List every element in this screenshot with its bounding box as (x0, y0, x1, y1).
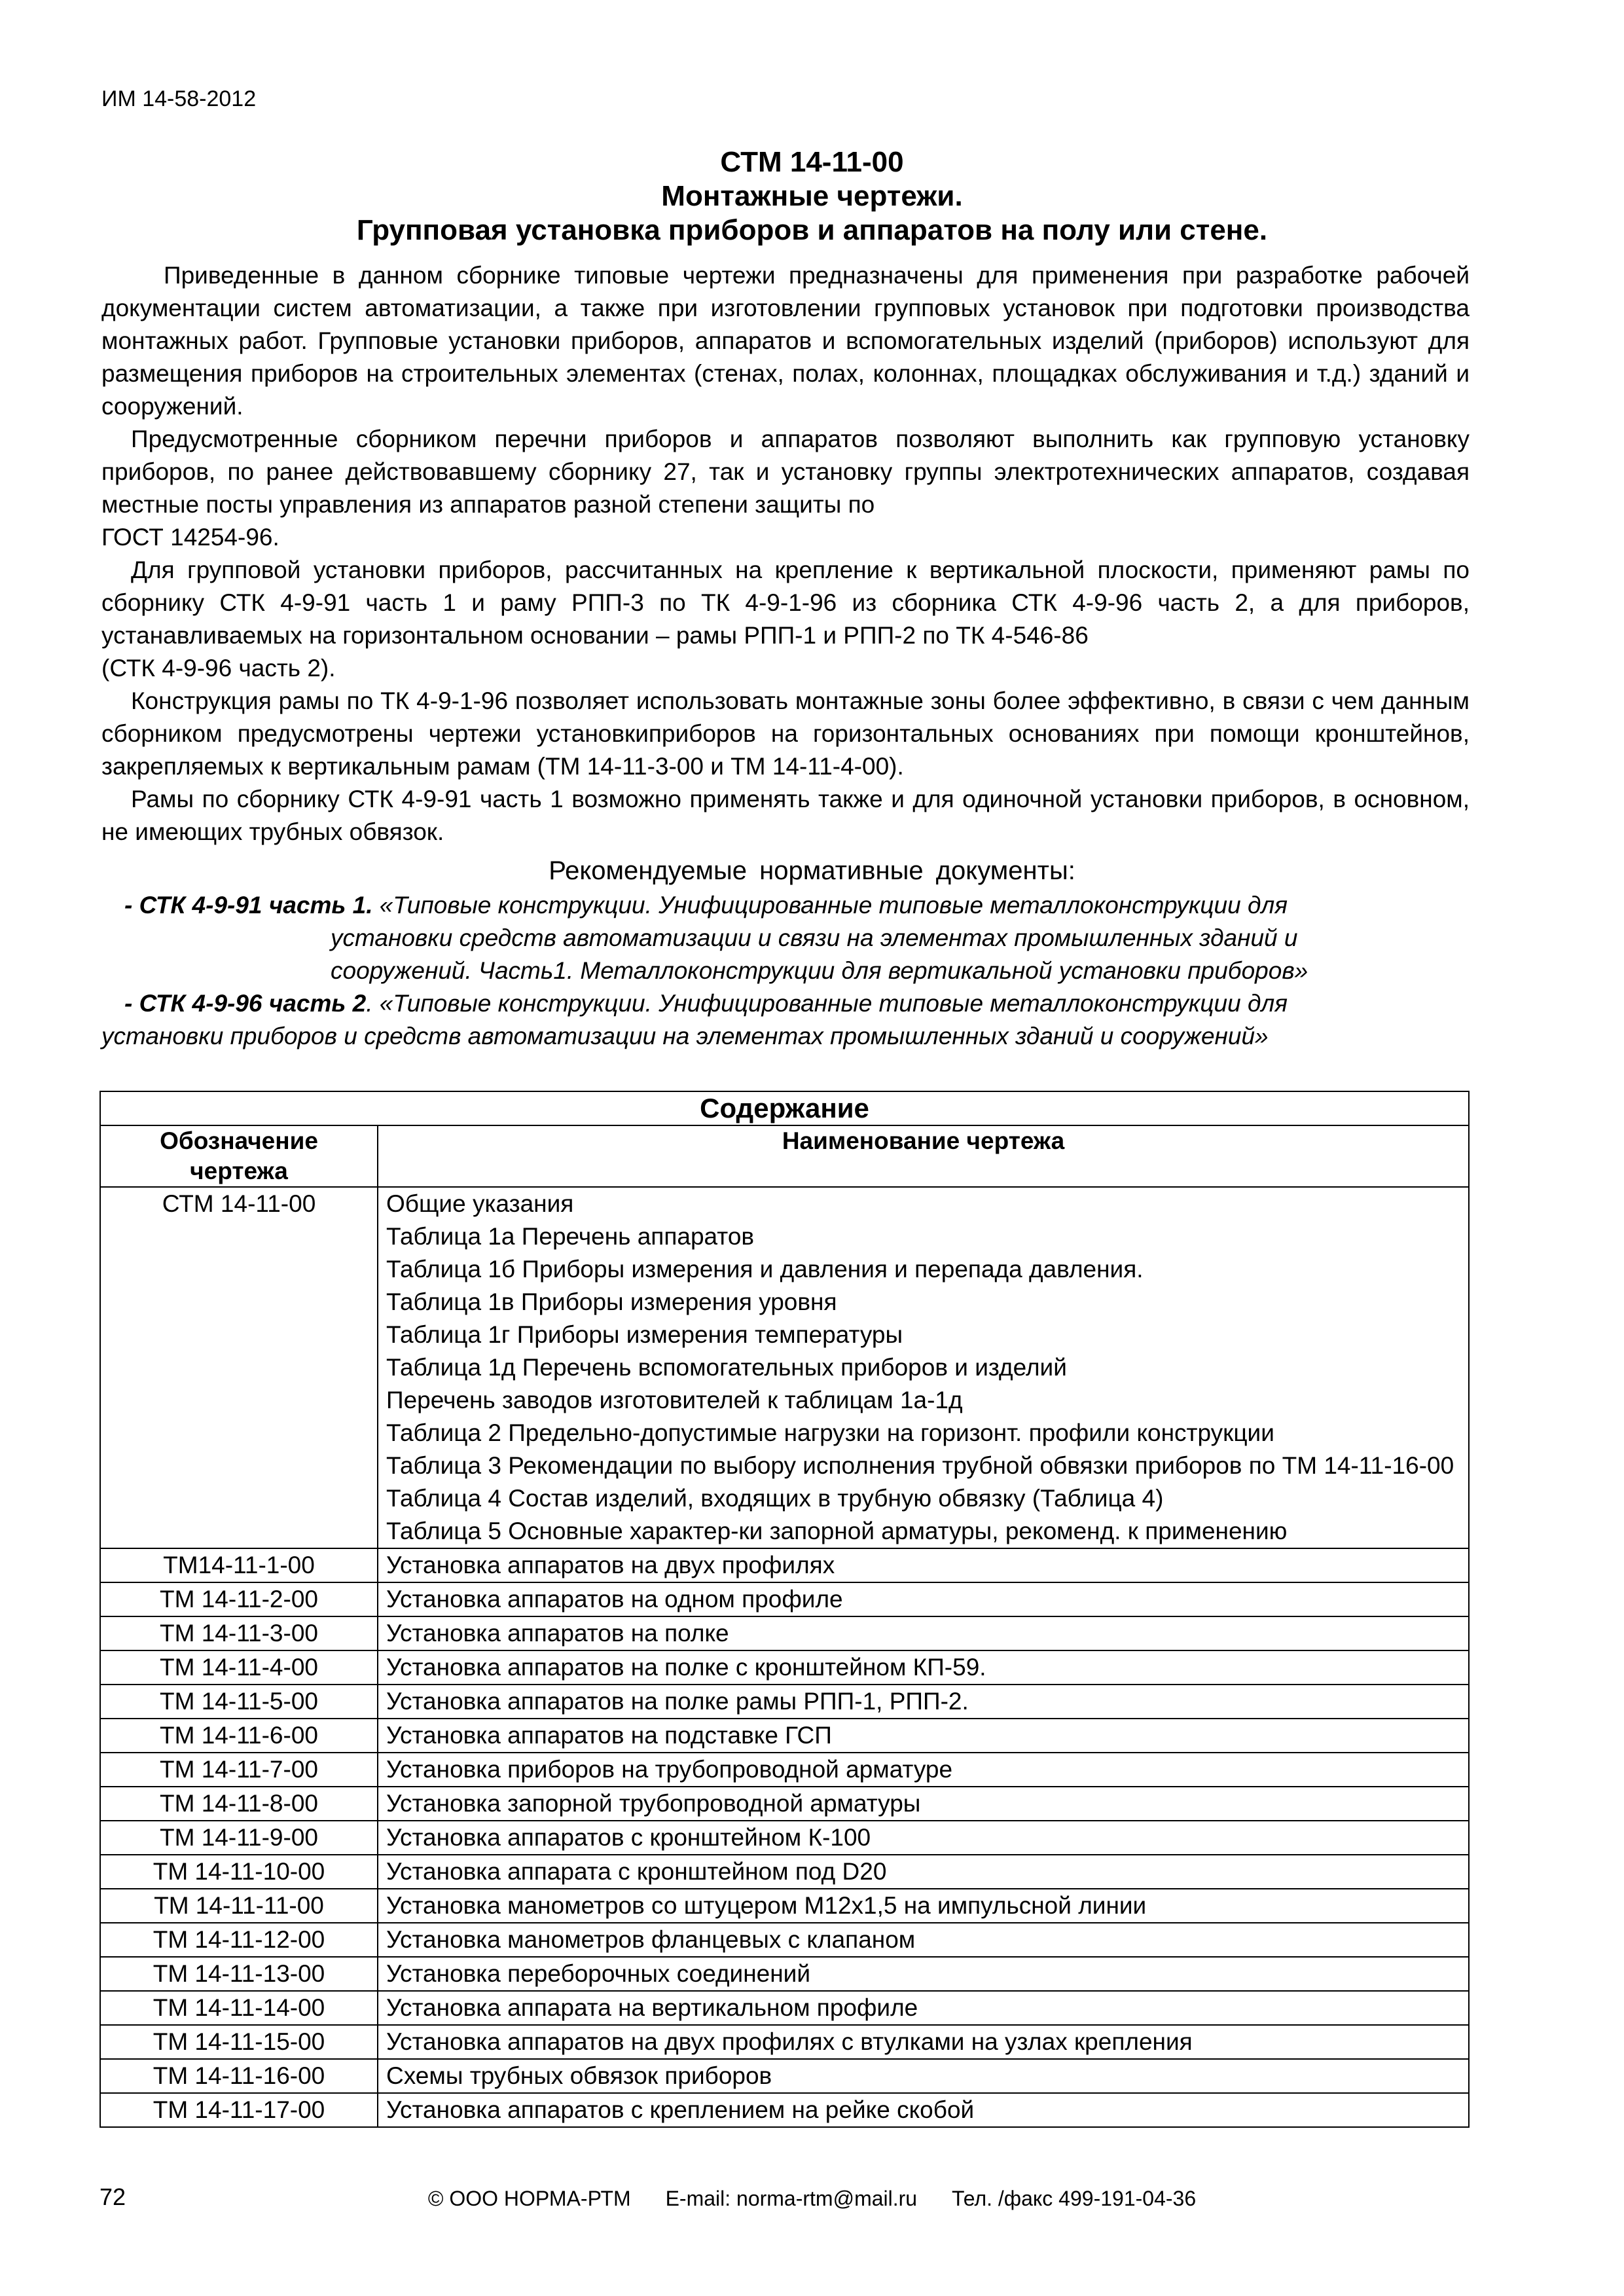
paragraph-2: Предусмотренные сборником перечни приборов и аппаратов позволяют выполнить как групповую установку приборов, по ранее действовавшему сборнику 27, так и установку группы электротехнических аппаратов, создавая местные посты управления из аппаратов разной степени защиты по (101, 426, 1470, 518)
reference-1-line-1: «Типовые конструкции. Унифицированные типовые металлоконструкции для (379, 892, 1288, 919)
title-main: Групповая установка приборов и аппаратов на полу или стене. (356, 214, 1268, 246)
document-code: ИМ 14-58-2012 (101, 86, 257, 111)
table-row (100, 1923, 1469, 1957)
row-code: ТМ 14-11-11-00 (100, 1889, 378, 1923)
table-row (100, 1991, 1469, 2025)
paragraph-4: Конструкция рамы по ТК 4-9-1-96 позволяет использовать монтажные зоны более эффективно, в связи с чем данным сборником предусмотрены чертежи установкиприборов на горизонтальных основаниях при помощи кронштейнов, закрепляемых к вертикальным рамам (ТМ 14-11-3-00 и ТМ 14-11-4-00). (101, 687, 1470, 780)
paragraph-3: Для групповой установки приборов, рассчитанных на крепление к вертикальной плоскости, применяют рамы по сборнику СТК 4-9-91 часть 1 и раму РПП-3 по ТК 4-9-1-96 из сборника СТК 4-9-96 часть 2, а для приборов, устанавливаемых на горизонтальном основании – рамы РПП-1 и РПП-2 по ТК 4-546-86 (101, 556, 1470, 649)
reference-1-line-3: сооружений. Часть1. Металлоконструкции для вертикальной установки приборов» (331, 957, 1308, 984)
list-item: Таблица 1д Перечень вспомогательных приборов и изделий (386, 1354, 1067, 1381)
row-name: Установка манометров со штуцером М12х1,5 на импульсной линии (378, 1889, 1469, 1923)
table-row (100, 1889, 1469, 1923)
row-code: ТМ 14-11-5-00 (100, 1685, 378, 1719)
recommended-references (101, 889, 1483, 1053)
contents-title: Содержание (100, 1091, 1469, 1125)
table-row (100, 1821, 1469, 1855)
reference-1 (101, 889, 1483, 922)
row-name: Установка аппаратов на полке (378, 1616, 1469, 1650)
row-name: Установка аппаратов на двух профилях (378, 1548, 1469, 1582)
contents-header-row (100, 1125, 1469, 1187)
row-code: ТМ 14-11-17-00 (100, 2093, 378, 2127)
row-code: СТМ 14-11-00 (100, 1187, 378, 1548)
table-row (100, 1855, 1469, 1889)
row-code: ТМ 14-11-14-00 (100, 1991, 378, 2025)
list-item: Таблица 1в Приборы измерения уровня (386, 1288, 837, 1315)
recommended-heading: Рекомендуемые нормативные документы: (549, 856, 1075, 885)
table-row (100, 1787, 1469, 1821)
table-row (100, 2059, 1469, 2093)
row-code: ТМ 14-11-4-00 (100, 1650, 378, 1685)
reference-2-line-1: . «Типовые конструкции. Унифицированные типовые металлоконструкции для (366, 990, 1288, 1017)
column-header-code: Обозначение чертежа (100, 1125, 378, 1187)
table-row (100, 1685, 1469, 1719)
table-row (100, 1582, 1469, 1616)
reference-2-code: - СТК 4-9-96 часть 2 (124, 990, 367, 1017)
table-row (100, 1753, 1469, 1787)
list-item: Перечень заводов изготовителей к таблицам 1а-1д (386, 1387, 963, 1413)
row-name: Установка аппаратов с креплением на рейке скобой (378, 2093, 1469, 2127)
reference-2 (101, 987, 1483, 1020)
row-name-list (378, 1187, 1469, 1548)
row-name: Установка переборочных соединений (378, 1957, 1469, 1991)
introduction-text (101, 259, 1470, 848)
row-name: Схемы трубных обвязок приборов (378, 2059, 1469, 2093)
row-code: ТМ 14-11-13-00 (100, 1957, 378, 1991)
row-name: Установка аппарата с кронштейном под D20 (378, 1855, 1469, 1889)
row-name: Установка аппарата на вертикальном профиле (378, 1991, 1469, 2025)
row-code: ТМ 14-11-10-00 (100, 1855, 378, 1889)
list-item: Таблица 2 Предельно-допустимые нагрузки на горизонт. профили конструкции (386, 1419, 1274, 1446)
table-row (100, 2025, 1469, 2059)
title-block (0, 145, 1624, 247)
paragraph-3-end: (СТК 4-9-96 часть 2). (101, 655, 336, 682)
column-header-name: Наименование чертежа (378, 1125, 1469, 1187)
row-name: Установка аппаратов с кронштейном К-100 (378, 1821, 1469, 1855)
row-name: Установка аппаратов на одном профиле (378, 1582, 1469, 1616)
page-footer (0, 2187, 1624, 2211)
footer-email: E-mail: norma-rtm@mail.ru (665, 2187, 918, 2210)
table-row (100, 1616, 1469, 1650)
contents-table (99, 1091, 1470, 2128)
table-row (100, 2093, 1469, 2127)
reference-1-code: - СТК 4-9-91 часть 1. (124, 892, 373, 919)
row-name: Установка приборов на трубопроводной арматуре (378, 1753, 1469, 1787)
title-code: СТМ 14-11-00 (720, 146, 904, 178)
row-code: ТМ 14-11-16-00 (100, 2059, 378, 2093)
page-number: 72 (99, 2183, 126, 2210)
table-row (100, 1957, 1469, 1991)
paragraph-2-end: ГОСТ 14254-96. (101, 524, 280, 551)
title-subtitle: Монтажные чертежи. (661, 180, 963, 212)
table-row (100, 1719, 1469, 1753)
paragraph-1: Приведенные в данном сборнике типовые чертежи предназначены для применения при разработке рабочей документации систем автоматизации, а также при изготовлении групповых установок при подготовки производства монтажных работ. Групповые установки приборов, аппаратов и вспомогательных изделий (приборов) используют для размещения приборов на строительных элементах (стенах, полах, колоннах, площадках обслуживания и т.д.) зданий и сооружений. (101, 262, 1470, 420)
list-item: Общие указания (386, 1190, 574, 1217)
table-row (100, 1548, 1469, 1582)
list-item: Таблица 1а Перечень аппаратов (386, 1223, 755, 1250)
paragraph-5: Рамы по сборнику СТК 4-9-91 часть 1 возможно применять также и для одиночной установки приборов, в основном, не имеющих трубных обвязок. (101, 786, 1470, 845)
list-item: Таблица 4 Состав изделий, входящих в трубную обвязку (Таблица 4) (386, 1485, 1164, 1512)
row-name: Установка аппаратов на подставке ГСП (378, 1719, 1469, 1753)
table-row (100, 1187, 1469, 1548)
row-code: ТМ 14-11-15-00 (100, 2025, 378, 2059)
reference-2-line-2: установки приборов и средств автоматизации на элементах промышленных зданий и сооружений» (101, 1023, 1269, 1049)
row-code: ТМ 14-11-9-00 (100, 1821, 378, 1855)
list-item: Таблица 3 Рекомендации по выбору исполнения трубной обвязки приборов по ТМ 14-11-16-00 (386, 1452, 1454, 1479)
list-item: Таблица 1г Приборы измерения температуры (386, 1321, 903, 1348)
footer-phone: Тел. /факс 499-191-04-36 (951, 2187, 1197, 2210)
row-code: ТМ 14-11-3-00 (100, 1616, 378, 1650)
contents-title-row (100, 1091, 1469, 1125)
list-item: Таблица 1б Приборы измерения и давления и перепада давления. (386, 1256, 1144, 1283)
row-code: ТМ14-11-1-00 (100, 1548, 378, 1582)
footer-company: © ООО НОРМА-РТМ (427, 2187, 631, 2210)
row-name: Установка аппаратов на полке с кронштейном КП-59. (378, 1650, 1469, 1685)
list-item: Таблица 5 Основные характер-ки запорной арматуры, рекоменд. к применению (386, 1518, 1288, 1544)
row-code: ТМ 14-11-2-00 (100, 1582, 378, 1616)
reference-1-line-2: установки средств автоматизации и связи на элементах промышленных зданий и (331, 924, 1298, 951)
row-name: Установка аппаратов на полке рамы РПП-1, РПП-2. (378, 1685, 1469, 1719)
row-code: ТМ 14-11-8-00 (100, 1787, 378, 1821)
table-row (100, 1650, 1469, 1685)
row-code: ТМ 14-11-7-00 (100, 1753, 378, 1787)
row-code: ТМ 14-11-6-00 (100, 1719, 378, 1753)
row-name: Установка аппаратов на двух профилях с втулками на узлах крепления (378, 2025, 1469, 2059)
row-name: Установка манометров фланцевых с клапаном (378, 1923, 1469, 1957)
row-code: ТМ 14-11-12-00 (100, 1923, 378, 1957)
row-name: Установка запорной трубопроводной арматуры (378, 1787, 1469, 1821)
